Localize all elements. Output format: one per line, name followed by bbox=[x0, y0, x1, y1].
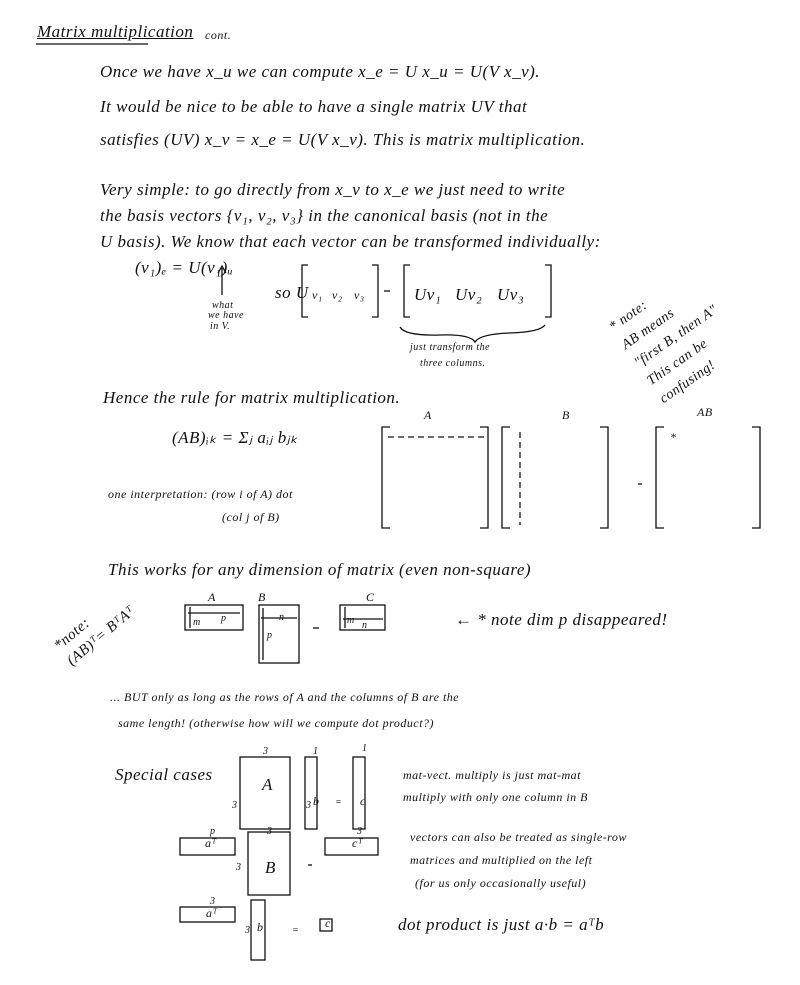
matrix-ab-bracket-open bbox=[656, 427, 664, 528]
left-col-2: v₂ bbox=[332, 288, 343, 302]
right-col-2: Uv₂ bbox=[455, 285, 483, 304]
dim-n-b: n bbox=[279, 612, 285, 623]
so-u-label: so U bbox=[275, 283, 309, 302]
special-at-cols: p bbox=[210, 826, 216, 837]
special-vector-b bbox=[305, 757, 317, 829]
but-line-2: same length! (otherwise how will we compute dot product?) bbox=[118, 716, 435, 730]
intro-line-1: Once we have x_u we can compute x_e = U x_u = U(V x_v). bbox=[100, 62, 541, 81]
transpose-note: *note: (AB)ᵀ= BᵀAᵀ bbox=[51, 603, 139, 670]
matrix-label-ab: AB bbox=[697, 405, 713, 419]
equation-v1: (v₁)ₑ = U(v₁)ᵤ bbox=[135, 258, 234, 277]
dim-p-a: p bbox=[221, 613, 227, 624]
special-c2: c bbox=[325, 916, 331, 930]
special-b: b bbox=[313, 794, 320, 808]
right-col-3: Uv₃ bbox=[497, 285, 525, 304]
interpretation-1: one interpretation: (row i of A) dot bbox=[108, 487, 293, 501]
right-matrix-bracket-open bbox=[404, 265, 410, 317]
special-scalar-c bbox=[320, 919, 332, 931]
simple-line-3: U basis). We know that each vector can be transformed individually: bbox=[100, 232, 601, 251]
matvec-1: mat-vect. multiply is just mat-mat bbox=[403, 768, 581, 782]
special-at2-cols: 3 bbox=[210, 896, 216, 907]
what-label: what bbox=[212, 300, 234, 311]
special-eq-3: = bbox=[292, 925, 300, 936]
matrix-b-box bbox=[259, 605, 299, 663]
result-star: * bbox=[670, 430, 677, 444]
but-line-1: ... BUT only as long as the rows of A and the columns of B are the bbox=[110, 690, 460, 704]
dim-label-c: C bbox=[366, 590, 375, 604]
matrix-a-bracket-open bbox=[382, 427, 390, 528]
special-b-cols: 1 bbox=[313, 746, 319, 757]
special-bb: B bbox=[265, 858, 276, 877]
right-col-1: Uv₁ bbox=[414, 285, 442, 304]
special-c-cols: 1 bbox=[362, 743, 368, 754]
special-vector-c bbox=[353, 757, 365, 829]
dim-m-c: m bbox=[347, 615, 355, 626]
rule-heading: Hence the rule for matrix multiplication. bbox=[103, 388, 401, 407]
rowvec-2: matrices and multiplied on the left bbox=[410, 853, 593, 867]
left-col-1: v₁ bbox=[312, 288, 323, 302]
left-matrix-bracket-close bbox=[372, 265, 378, 317]
special-b2-rows: 3 bbox=[245, 925, 251, 936]
special-bb-cols: 3 bbox=[267, 826, 273, 837]
rowvec-1: vectors can also be treated as single-row bbox=[410, 830, 627, 844]
brace bbox=[400, 325, 545, 342]
brace-note-1: just transform the bbox=[410, 342, 491, 353]
interpretation-2: (col j of B) bbox=[222, 510, 280, 524]
dim-p-note: ← * note dim p disappeared! bbox=[455, 610, 668, 629]
special-a-rows: 3 bbox=[232, 800, 238, 811]
intro-line-2: It would be nice to be able to have a single matrix UV that bbox=[100, 97, 528, 116]
special-eq-1: = bbox=[335, 797, 343, 808]
we-have-label: we have bbox=[208, 310, 244, 321]
special-heading: Special cases bbox=[115, 765, 213, 784]
matrix-c-box bbox=[340, 605, 385, 630]
special-row-at2 bbox=[180, 907, 235, 922]
rowvec-3: (for us only occasionally useful) bbox=[415, 876, 587, 890]
dim-m-a: m bbox=[193, 617, 201, 628]
rule-formula: (AB)ᵢₖ = Σⱼ aᵢⱼ bⱼₖ bbox=[172, 428, 298, 447]
matrix-b-bracket-open bbox=[502, 427, 510, 528]
special-at: aᵀ bbox=[205, 836, 217, 850]
special-row-at bbox=[180, 838, 235, 855]
dim-p-b: p bbox=[267, 630, 273, 641]
dims-heading: This works for any dimension of matrix (even non-square) bbox=[108, 560, 532, 579]
right-matrix-bracket-close bbox=[545, 265, 551, 317]
page-title: Matrix multiplication bbox=[37, 22, 194, 41]
matrix-a-box bbox=[185, 605, 243, 630]
simple-line-1: Very simple: to go directly from x_v to x_e we just need to write bbox=[100, 180, 566, 199]
intro-line-3: satisfies (UV) x_v = x_e = U(V x_v). This is matrix multiplication. bbox=[100, 130, 586, 149]
special-b-rows: 3 bbox=[306, 800, 312, 811]
dim-n-c: n bbox=[362, 620, 368, 631]
matvec-2: multiply with only one column in B bbox=[403, 790, 588, 804]
matrix-a-bracket-close bbox=[480, 427, 488, 528]
in-v-label: in V. bbox=[210, 321, 231, 332]
special-matrix-a bbox=[240, 757, 290, 829]
left-matrix-bracket-open bbox=[302, 265, 308, 317]
special-row-ct bbox=[325, 838, 378, 855]
title-suffix: cont. bbox=[205, 28, 232, 42]
special-matrix-bb bbox=[248, 832, 290, 895]
matrix-b-bracket-close bbox=[600, 427, 608, 528]
matrix-label-a: A bbox=[424, 408, 432, 422]
special-ct: cᵀ bbox=[352, 836, 363, 850]
left-col-3: v₃ bbox=[354, 288, 365, 302]
special-b2: b bbox=[257, 920, 264, 934]
brace-note-2: three columns. bbox=[420, 358, 486, 369]
dim-label-b: B bbox=[258, 590, 266, 604]
special-vector-b2 bbox=[251, 900, 265, 960]
special-bb-rows: 3 bbox=[236, 862, 242, 873]
dim-label-a: A bbox=[208, 590, 216, 604]
special-at2: aᵀ bbox=[206, 906, 218, 920]
matrix-label-b: B bbox=[562, 408, 570, 422]
dot-product-note: dot product is just a·b = aᵀb bbox=[398, 915, 605, 934]
simple-line-2: the basis vectors {v₁, v₂, v₃} in the canonical basis (not in the bbox=[100, 206, 549, 225]
special-c: c bbox=[360, 794, 366, 808]
special-ct-cols: 3 bbox=[357, 826, 363, 837]
side-note: * note: AB means "first B, then A" This can be confusing! bbox=[606, 297, 721, 407]
special-a: A bbox=[262, 775, 273, 794]
matrix-ab-bracket-close bbox=[752, 427, 760, 528]
special-a-cols: 3 bbox=[263, 746, 269, 757]
